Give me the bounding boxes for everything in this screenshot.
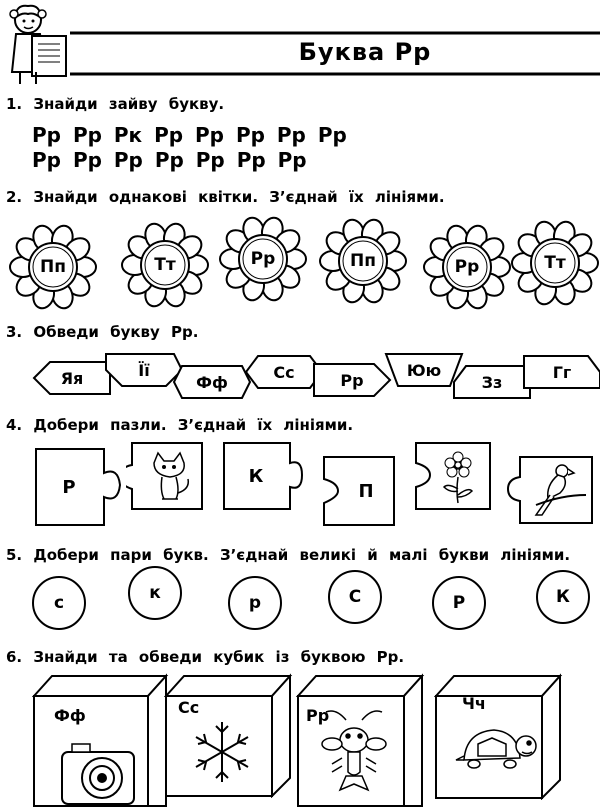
- flower-2[interactable]: [120, 220, 210, 310]
- flower-1[interactable]: [8, 222, 98, 312]
- flower-label: Пп: [350, 251, 376, 271]
- letter-tag-3[interactable]: [172, 364, 252, 400]
- letter-tag-5[interactable]: [312, 362, 392, 398]
- flower-label: Тт: [154, 255, 176, 275]
- letter-tag-label: Зз: [481, 372, 503, 392]
- cube-turtle[interactable]: [434, 672, 564, 800]
- letter-tag-label: Гг: [552, 362, 572, 382]
- cube-label-ff: Фф: [54, 706, 86, 725]
- puzzle-piece-flower[interactable]: [414, 441, 504, 511]
- cube-camera[interactable]: [32, 672, 172, 808]
- task-5-instruction: 5. Добери пари букв. З’єднай великі й малі букви лініями.: [6, 546, 571, 564]
- letter-tag-label: Її: [138, 360, 150, 380]
- task-4-instruction: 4. Добери пазли. З’єднай їх лініями.: [6, 416, 354, 434]
- letter-tag-7[interactable]: [452, 364, 532, 400]
- flower-4[interactable]: [318, 216, 408, 306]
- flower-label: Пп: [40, 257, 66, 277]
- task-2-instruction: 2. Знайди однакові квітки. З’єднай їх лініями.: [6, 188, 445, 206]
- flower-6[interactable]: [510, 218, 600, 308]
- letter-tag-label: Рр: [340, 370, 364, 390]
- letter-tag-label: Яя: [60, 368, 84, 388]
- flower-label: Рр: [250, 249, 276, 269]
- puzzle-piece-parrot[interactable]: [506, 455, 596, 525]
- cube-crayfish[interactable]: [296, 672, 426, 808]
- letter-circle-5[interactable]: Р: [432, 576, 486, 630]
- task-6-instruction: 6. Знайди та обведи кубик із буквою Рр.: [6, 648, 405, 666]
- letter-circle-3[interactable]: р: [228, 576, 282, 630]
- letter-circle-6[interactable]: К: [536, 570, 590, 624]
- flower-label: Тт: [544, 253, 566, 273]
- cube-label-ss: Сс: [178, 698, 200, 717]
- letter-tag-label: Сс: [273, 362, 295, 382]
- letter-circle-1[interactable]: с: [32, 576, 86, 630]
- puzzle-letter-k: К: [248, 465, 264, 487]
- flower-5[interactable]: [422, 222, 512, 312]
- cube-snowflake[interactable]: [164, 672, 294, 798]
- letter-tag-label: Фф: [196, 372, 228, 392]
- letters-row-1: Рр Рр Рк Рр Рр Рр Рр Рр: [32, 123, 347, 147]
- task-1-instruction: 1. Знайди зайву букву.: [6, 95, 225, 113]
- letter-circle-4[interactable]: С: [328, 570, 382, 624]
- letter-circle-2[interactable]: к: [128, 566, 182, 620]
- letter-tag-label: Юю: [406, 360, 442, 380]
- puzzle-piece-cat[interactable]: [126, 441, 206, 511]
- page-title: Буква Рр: [298, 38, 432, 66]
- cube-label-chch: Чч: [462, 694, 486, 713]
- letters-row-2: Рр Рр Рр Рр Рр Рр Рр: [32, 148, 307, 172]
- flower-label: Рр: [454, 257, 480, 277]
- puzzle-letter-r: Р: [62, 476, 76, 498]
- cube-label-rr: Рр: [306, 706, 330, 725]
- flower-3[interactable]: [218, 214, 308, 304]
- task-3-instruction: 3. Обведи букву Рр.: [6, 323, 199, 341]
- letter-tag-1[interactable]: [32, 360, 112, 396]
- camera-icon: [62, 744, 134, 804]
- letter-tag-8[interactable]: [522, 354, 600, 390]
- puzzle-letter-p: П: [358, 480, 374, 502]
